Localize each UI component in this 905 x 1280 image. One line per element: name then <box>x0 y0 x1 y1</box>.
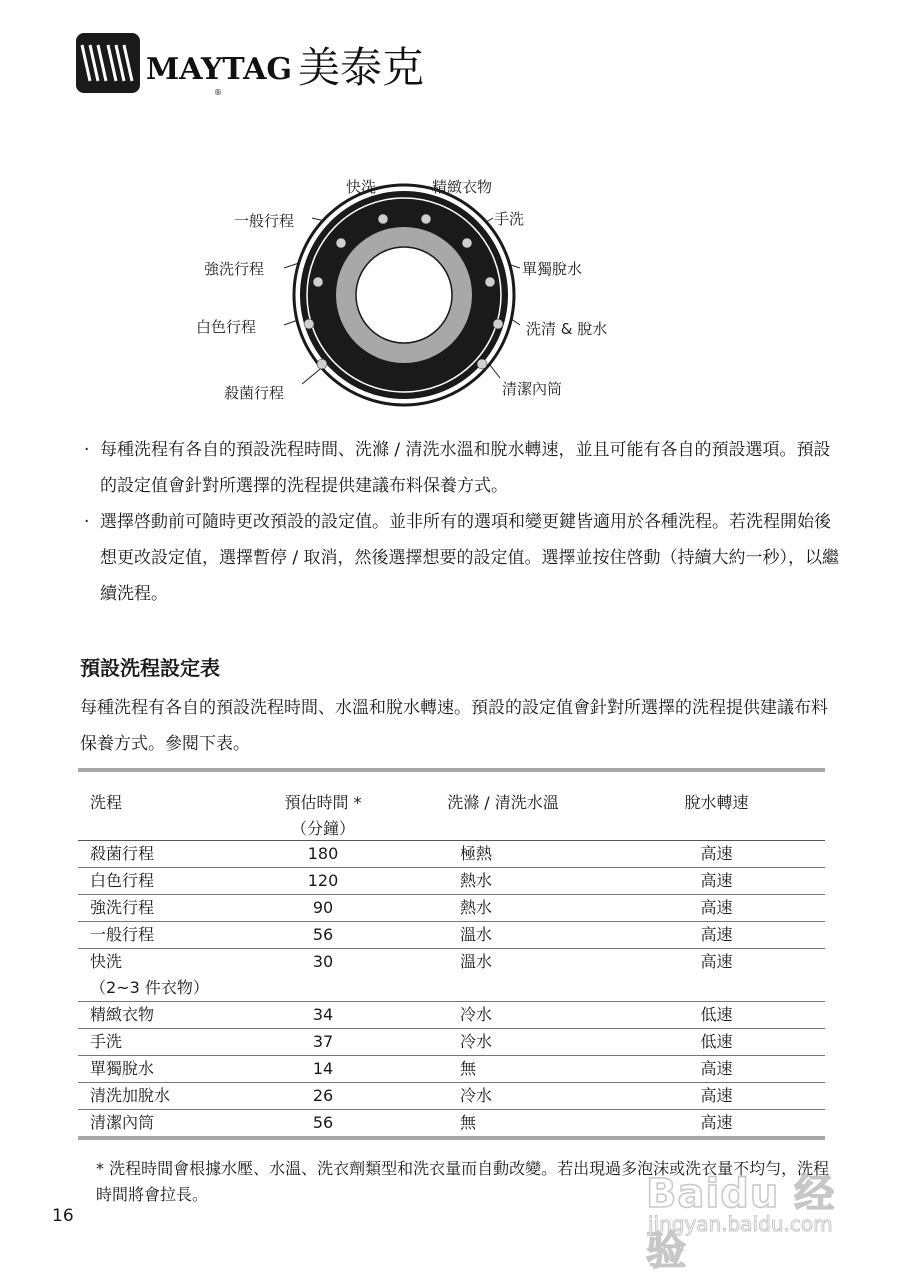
cell-cycle-text: 清潔內筒 <box>90 1113 155 1132</box>
cell-cycle-note: （2~3 件衣物） <box>90 978 209 997</box>
cell-cycle-text: 清洗加脫水 <box>90 1086 171 1105</box>
cell-temp-text: 溫水 <box>460 952 493 971</box>
cell-cycle-text: 一般行程 <box>90 925 155 944</box>
cell-spin <box>608 1029 825 1055</box>
dial-label-normal: 一般行程 <box>234 212 295 230</box>
cell-temp-text: 極熱 <box>460 844 493 863</box>
cell-temp-text: 冷水 <box>460 1086 493 1105</box>
registered-mark: ® <box>214 88 222 97</box>
brand-name-cn: 美泰克 <box>298 43 425 92</box>
cell-cycle-text: 精緻衣物 <box>90 1005 155 1024</box>
cell-spin-text: 高速 <box>700 898 733 917</box>
table-row <box>78 1056 825 1083</box>
baidu-watermark <box>636 1162 856 1274</box>
dial-label-quick: 快洗 <box>346 178 377 196</box>
cell-spin-text: 高速 <box>700 1059 733 1078</box>
dial-label-sanitize: 殺菌行程 <box>224 384 285 402</box>
cell-time-text: 120 <box>307 871 339 890</box>
cell-cycle <box>78 922 248 948</box>
header-time <box>248 772 398 840</box>
cell-temp <box>398 1083 608 1109</box>
cell-time <box>248 895 398 921</box>
cell-cycle-text: 強洗行程 <box>90 898 155 917</box>
cell-temp <box>398 1056 608 1082</box>
table-row <box>78 1029 825 1056</box>
bullet-item <box>80 504 840 612</box>
cell-spin <box>608 841 825 867</box>
cell-cycle-text: 白色行程 <box>90 871 155 890</box>
cell-spin <box>608 922 825 948</box>
cell-cycle <box>78 1029 248 1055</box>
bullet-text: 每種洗程有各自的預設洗程時間、洗滌 / 清洗水溫和脫水轉速，並且可能有各自的預設選項。預設的設定值會針對所選擇的洗程提供建議布料保養方式。 <box>100 440 831 496</box>
bullet-mark: · <box>84 512 90 532</box>
cell-spin <box>608 895 825 921</box>
header-cycle: 洗程 <box>90 793 123 812</box>
cell-cycle-text: 單獨脫水 <box>90 1059 155 1078</box>
section-intro: 每種洗程有各自的預設洗程時間、水溫和脫水轉速。預設的設定值會針對所選擇的洗程提供建議布料保養方式。參閱下表。 <box>80 698 828 754</box>
cell-spin-text: 高速 <box>700 952 733 971</box>
cell-time <box>248 1110 398 1136</box>
cycle-settings-table <box>78 768 825 1140</box>
cell-cycle-text: 快洗 <box>90 952 123 971</box>
cell-spin-text: 高速 <box>700 844 733 863</box>
cell-cycle-text: 殺菌行程 <box>90 844 155 863</box>
cell-temp <box>398 949 608 1001</box>
bullet-mark: · <box>84 440 90 460</box>
cell-cycle <box>78 895 248 921</box>
cell-temp-text: 熱水 <box>460 898 493 917</box>
dial-label-whites: 白色行程 <box>196 318 257 336</box>
cell-cycle <box>78 841 248 867</box>
cell-spin-text: 高速 <box>700 925 733 944</box>
dial-label-spin: 單獨脫水 <box>522 260 583 278</box>
cell-time-text: 34 <box>312 1005 334 1024</box>
cell-spin-text: 低速 <box>700 1005 733 1024</box>
cell-temp <box>398 895 608 921</box>
cell-time-text: 14 <box>312 1059 334 1078</box>
table-row <box>78 1083 825 1110</box>
dial-label-handwash: 手洗 <box>494 210 525 228</box>
section-title: 預設洗程設定表 <box>80 656 220 680</box>
dial-label-delicates: 精緻衣物 <box>432 178 493 196</box>
watermark-sub: jingyan.baidu.com <box>648 1212 833 1236</box>
table-row <box>78 841 825 868</box>
maytag-logo-icon <box>76 33 140 93</box>
cell-time <box>248 1002 398 1028</box>
cell-temp-text: 熱水 <box>460 871 493 890</box>
footnote: * 洗程時間會根據水壓、水溫、洗衣劑類型和洗衣量而自動改變。若出現過多泡沫或洗衣量不均勻，洗程時間將會拉長。 <box>96 1159 830 1204</box>
cycle-dial-diagram <box>180 160 650 410</box>
cell-cycle <box>78 1083 248 1109</box>
cell-time-text: 90 <box>312 898 334 917</box>
brand-name: MAYTAG <box>146 51 292 87</box>
cell-time-text: 56 <box>312 1113 334 1132</box>
cell-spin-text: 高速 <box>700 1086 733 1105</box>
dial-label-rinse-spin: 洗清 & 脫水 <box>526 320 608 338</box>
cell-time <box>248 922 398 948</box>
cell-cycle <box>78 1056 248 1082</box>
cell-cycle <box>78 868 248 894</box>
cell-time <box>248 841 398 867</box>
cell-temp-text: 無 <box>460 1113 477 1132</box>
dial-label-heavy: 強洗行程 <box>204 260 265 278</box>
watermark-main: Baidu 经验 <box>646 1171 836 1274</box>
cell-time-text: 26 <box>312 1086 334 1105</box>
header-time-line2: （分鐘） <box>290 819 355 838</box>
header-spin: 脫水轉速 <box>684 793 749 812</box>
table-row <box>78 895 825 922</box>
cell-spin-text: 高速 <box>700 871 733 890</box>
cell-time-text: 56 <box>312 925 334 944</box>
cell-spin <box>608 1002 825 1028</box>
cell-time <box>248 1029 398 1055</box>
cell-temp-text: 無 <box>460 1059 477 1078</box>
cell-spin-text: 低速 <box>700 1032 733 1051</box>
header-temp: 洗滌 / 清洗水溫 <box>447 793 559 812</box>
table-row <box>78 1110 825 1136</box>
table-bottom-rule <box>78 1136 825 1140</box>
table-body <box>78 841 825 1136</box>
table-row <box>78 949 825 1002</box>
cell-temp-text: 溫水 <box>460 925 493 944</box>
cell-temp <box>398 1002 608 1028</box>
bullet-text: 選擇啓動前可隨時更改預設的設定值。並非所有的選項和變更鍵皆適用於各種洗程。若洗程開始後想更改設定值，選擇暫停 / 取消，然後選擇想要的設定值。選擇並按住啓動（持續大約一秒），以繼續洗程。 <box>100 512 840 604</box>
table-header <box>78 772 825 841</box>
cell-spin <box>608 1056 825 1082</box>
cell-temp-text: 冷水 <box>460 1005 493 1024</box>
cell-temp <box>398 841 608 867</box>
page-number: 16 <box>52 1206 74 1226</box>
cell-time <box>248 1056 398 1082</box>
cell-temp <box>398 922 608 948</box>
bullet-item <box>80 432 840 504</box>
cell-time-text: 37 <box>312 1032 334 1051</box>
table-row <box>78 922 825 949</box>
cell-cycle <box>78 949 248 1001</box>
cell-cycle <box>78 1110 248 1136</box>
cell-time <box>248 1083 398 1109</box>
cell-time <box>248 949 398 1001</box>
table-row <box>78 868 825 895</box>
cell-cycle-text: 手洗 <box>90 1032 123 1051</box>
cell-spin-text: 高速 <box>700 1113 733 1132</box>
cell-cycle <box>78 1002 248 1028</box>
cell-time-text: 180 <box>307 844 339 863</box>
cell-temp <box>398 868 608 894</box>
cell-spin <box>608 868 825 894</box>
cell-spin <box>608 949 825 1001</box>
cell-temp <box>398 1029 608 1055</box>
cell-spin <box>608 1110 825 1136</box>
cell-time-text: 30 <box>312 952 334 971</box>
cell-time <box>248 868 398 894</box>
header-time-line1: 預估時間 * <box>284 793 362 812</box>
table-row <box>78 1002 825 1029</box>
dial-label-clean-tub: 清潔內筒 <box>502 380 563 398</box>
brand-logo <box>76 30 424 96</box>
cell-temp <box>398 1110 608 1136</box>
cell-spin <box>608 1083 825 1109</box>
info-bullets <box>80 432 840 612</box>
cycle-dial-graphic <box>180 160 650 410</box>
cell-temp-text: 冷水 <box>460 1032 493 1051</box>
